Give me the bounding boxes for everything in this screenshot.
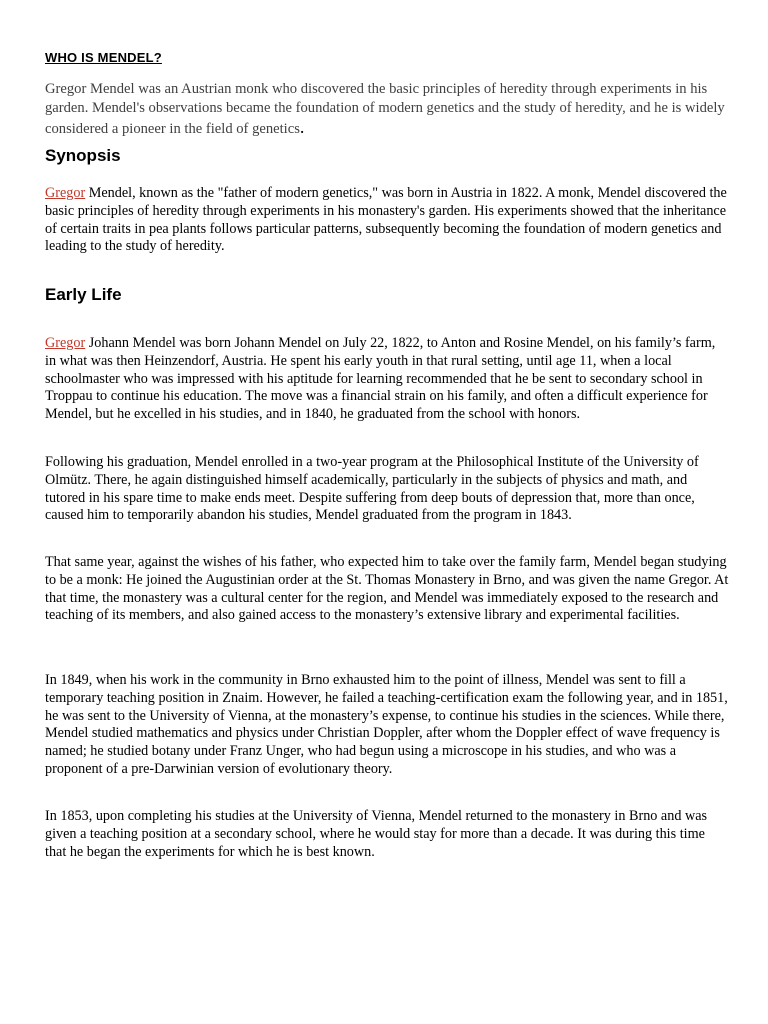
early-life-paragraph-1: [45, 335, 729, 424]
who-is-mendel-heading: WHO IS MENDEL?: [45, 50, 162, 65]
early-life-heading: Early Life: [45, 285, 122, 304]
early-life-paragraph-3: That same year, against the wishes of his father, who expected him to take over the family farm, Mendel began studying to be a monk: He joined the Augustinian order at the St. Thomas Monastery in Brno, and was given the name Gregor. At that time, the monastery was a cultural center for the region, and Mendel was immediately exposed to the research and teaching of its members, and also gained access to the monastery’s extensive library and experimental facilities.: [45, 554, 729, 624]
early-life-paragraph-5: In 1853, upon completing his studies at the University of Vienna, Mendel returned to the monastery in Brno and was given a teaching position at a secondary school, where he would stay for more than a decade. It was during this time that he began the experiments for which he is best known.: [45, 808, 708, 860]
intro-text: Gregor Mendel was an Austrian monk who discovered the basic principles of heredity through experiments in his garden. Mendel's observations became the foundation of modern genetics and the study of heredity, and he is widely considered a pioneer in the field of genetics: [45, 81, 725, 137]
intro-paragraph: [45, 80, 725, 139]
gregor-link[interactable]: Gregor: [45, 185, 86, 201]
early-life-paragraph-4: In 1849, when his work in the community in Brno exhausted him to the point of illness, Mendel was sent to fill a temporary teaching position in Znaim. However, he failed a teaching-certification exam the following year, and in 1851, he was sent to the University of Vienna, at the monastery’s expense, to continue his studies in the sciences. While there, Mendel studied mathematics and physics under Christian Doppler, after whom the Doppler effect of wave frequency is named; he studied botany under Franz Unger, who had begun using a microscope in his studies, and who was a proponent of a pre-Darwinian version of evolutionary theory.: [45, 672, 728, 777]
synopsis-text: Mendel, known as the "father of modern genetics," was born in Austria in 1822. A monk, Mendel discovered the basic principles of heredity through experiments in his monastery's garden. His experiments showed that the inheritance of certain traits in pea plants follows particular patterns, subsequently becoming the foundation of modern genetics and leading to the study of heredity.: [45, 185, 727, 255]
early-life-text-1: Johann Mendel was born Johann Mendel on July 22, 1822, to Anton and Rosine Mendel, on his family’s farm, in what was then Heinzendorf, Austria. He spent his early youth in that rural setting, until age 11, when a local schoolmaster who was impressed with his aptitude for learning recommended that he be sent to secondary school in Troppau to continue his education. The move was a financial strain on his family, and often a difficult experience for Mendel, but he excelled in his studies, and in 1840, he graduated from the school with honors.: [45, 335, 716, 423]
intro-end-period: .: [299, 117, 305, 137]
synopsis-paragraph: [45, 185, 729, 256]
gregor-link[interactable]: Gregor: [45, 335, 86, 351]
early-life-paragraph-2: Following his graduation, Mendel enrolled in a two-year program at the Philosophical Institute of the University of Olmütz. There, he again distinguished himself academically, particularly in the subjects of physics and math, and tutored in his spare time to make ends meet. Despite suffering from deep bouts of depression that, more than once, caused him to temporarily abandon his studies, Mendel graduated from the program in 1843.: [45, 454, 699, 524]
synopsis-heading: Synopsis: [45, 146, 121, 165]
